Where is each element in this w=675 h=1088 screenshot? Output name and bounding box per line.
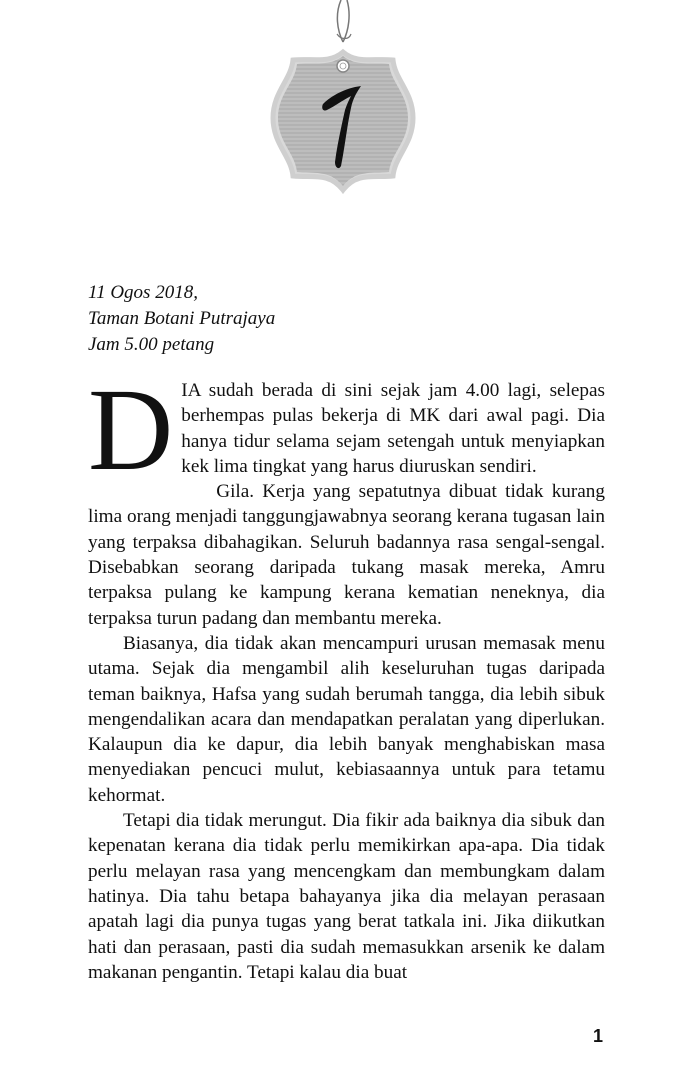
dateline-place: Taman Botani Putrajaya	[88, 308, 276, 329]
paragraph-2: Gila. Kerja yang sepatutnya dibuat tidak kurang lima orang menjadi tanggungjawabnya seorang kerana tugasan lain yang terpaksa dibahagikan. Seluruh badannya rasa sengal-sengal. Disebabkan seorang daripada tukang masak mereka, Amru terpaksa pulang ke kampung kerana kematian neneknya, dia terpaksa turun padang dan membantu mereka.	[88, 481, 605, 629]
page-number: 1	[592, 1026, 603, 1046]
paragraph-4: Tetapi dia tidak merungut. Dia fikir ada baiknya dia sibuk dan kepenatan kerana dia tidak perlu memikirkan apa-apa. Dia tidak perlu melayan rasa yang mencengkam dan membungkam dalam hatinya. Dia tahu betapa bahayanya jika dia melayan perasaan apatah lagi dia punya tugas yang berat tatkala ini. Jika diikutkan hati dan perasaan, pasti dia sudah memasukkan arsenik ke dalam makanan pengantin. Tetapi kalau dia buat	[88, 810, 605, 983]
paragraph-1	[88, 364, 605, 495]
paragraph-3: Biasanya, dia tidak akan mencampuri urusan memasak menu utama. Sejak dia mengambil alih keseluruhan tugas daripada teman baiknya, Hafsa yang sudah berumah tangga, dia lebih sibuk mengendalikan acara dan mendapatkan peralatan yang diperlukan. Kalaupun dia ke dapur, dia lebih banyak menghabiskan masa menyediakan pencuci mulut, kebiasaannya untuk para tetamu kehormat.	[88, 632, 605, 806]
dateline-date: 11 Ogos 2018,	[88, 282, 198, 303]
dateline	[88, 280, 275, 358]
chapter-body	[88, 364, 605, 985]
hanging-tag-icon	[265, 0, 421, 205]
dateline-time: Jam 5.00 petang	[88, 334, 215, 355]
chapter-emblem	[265, 0, 421, 205]
drop-cap: D	[88, 364, 174, 495]
chapter-number	[265, 205, 266, 206]
paragraph-1-text: IA sudah berada di sini sejak jam 4.00 lagi, selepas berhempas pulas bekerja di MK dari awal pagi. Dia hanya tidur selama sejam setengah untuk menyiapkan kek lima tingkat yang harus diuruskan sendiri.	[181, 380, 605, 477]
